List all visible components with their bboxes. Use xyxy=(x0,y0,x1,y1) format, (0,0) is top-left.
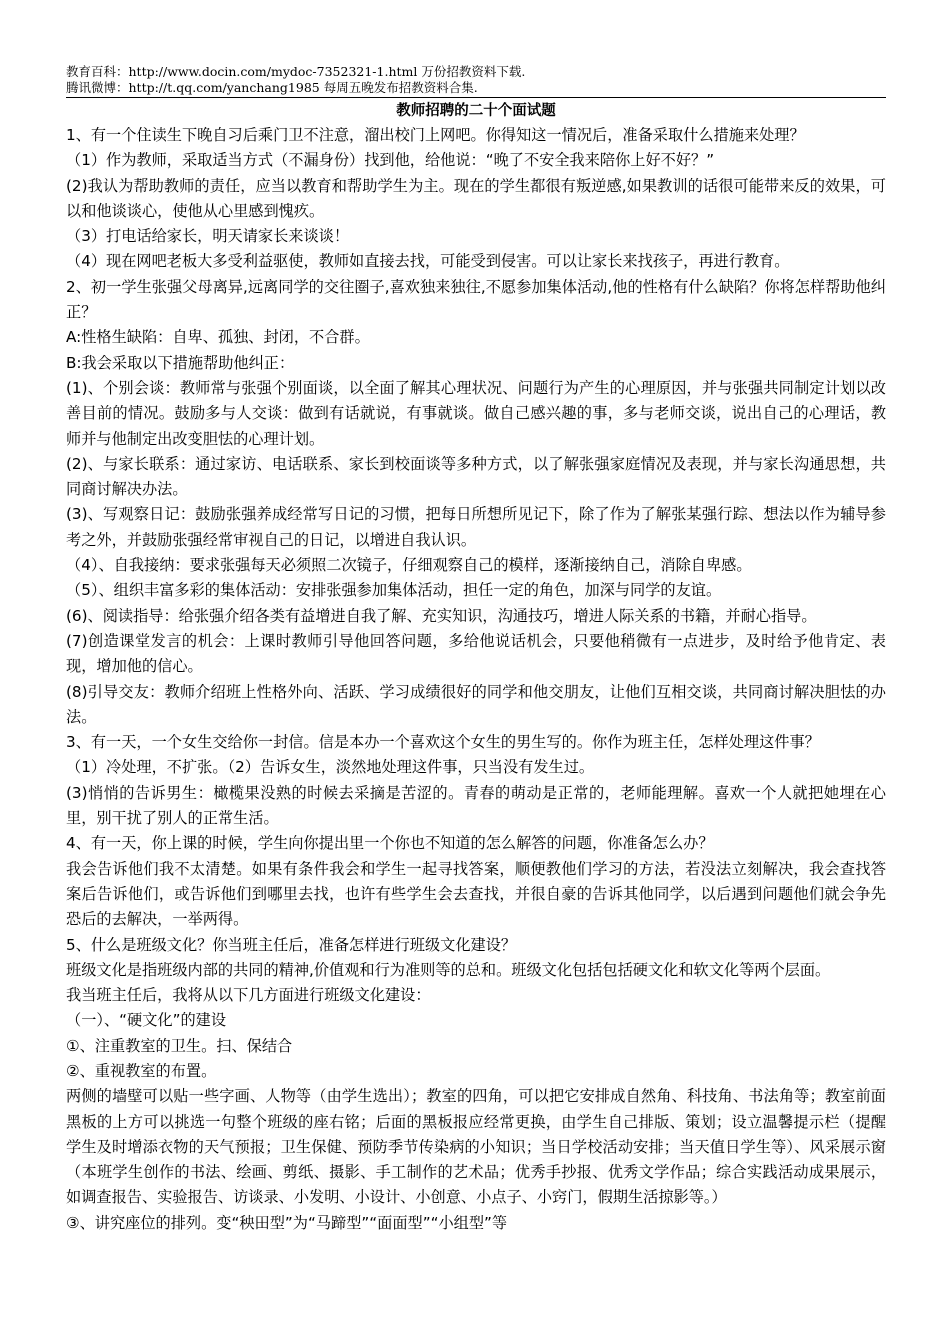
paragraph: （4）现在网吧老板大多受利益驱使，教师如直接去找，可能受到侵害。可以让家长来找孩子，再进行教育。 xyxy=(66,252,790,271)
paragraph: (6)、阅读指导：给张强介绍各类有益增进自我了解、充实知识，沟通技巧，增进人际关系的书籍，并耐心指导。 xyxy=(66,606,817,625)
paragraph: （3）打电话给家长，明天请家长来谈谈！ xyxy=(66,227,350,246)
paragraph: (2)我认为帮助教师的责任，应当以教育和帮助学生为主。现在的学生都很有叛逆感,如果教训的话很可能带来反的效果，可以和他谈谈心，使他从心里感到愧疚。 xyxy=(66,176,886,220)
paragraph: (2)、与家长联系：通过家访、电话联系、家长到校面谈等多种方式，以了解张强家庭情况及表现，并与家长沟通思想，共同商讨解决办法。 xyxy=(66,454,886,499)
paragraph: (3)、写观察日记：鼓励张强养成经常写日记的习惯，把每日所想所见记下，除了作为了解张某强行踪、想法以作为辅导参考之外，并鼓励张强经常审视自己的日记，以增进自我认识。 xyxy=(66,505,886,549)
paragraph: 1、有一个住读生下晚自习后乘门卫不注意，溜出校门上网吧。你得知这一情况后，准备采取什么措施来处理？ xyxy=(66,126,805,144)
header-link-weibo[interactable]: 腾讯微博：http://t.qq.com/yanchang1985 每周五晚发布招教资料合集. xyxy=(66,80,478,95)
paragraph: （1）作为教师，采取适当方式（不漏身份）找到他，给他说：“晚了不安全我来陪你上好不好？” xyxy=(66,151,715,170)
paragraph: ③、讲究座位的排列。变“秧田型”为“马蹄型”“面面型”“小组型”等 xyxy=(66,1213,508,1232)
document-page xyxy=(66,64,886,1236)
paragraph: 我会告诉他们我不太清楚。如果有条件我会和学生一起寻找答案，顺便教他们学习的方法，若没法立刻解决，我会查找答案后告诉他们，或告诉他们到哪里去找，也许有些学生会去查找，并很自豪的告诉其他同学，以后遇到问题他们就会争先恐后的去解决，一举两得。 xyxy=(66,859,886,929)
paragraph: （一）、“硬文化”的建设 xyxy=(66,1011,227,1030)
header-divider xyxy=(66,97,886,98)
paragraph: 两侧的墙壁可以贴一些字画、人物等（由学生选出）；教室的四角，可以把它安排成自然角、科技角、书法角等；教室前面黑板的上方可以挑选一句整个班级的座右铭；后面的黑板报应经常更换，由学生自己排版、策划；设立温馨提示栏（提醒学生及时增添衣物的天气预报；卫生保健、预防季节传染病的小知识；当日学校活动安排；当天值日学生等）、风采展示窗（本班学生创作的书法、绘画、剪纸、摄影、手工制作的艺术品；优秀手抄报、优秀文学作品；综合实践活动成果展示，如调查报告、实验报告、访谈录、小发明、小设计、小创意、小点子、小窍门，假期生活掠影等。） xyxy=(66,1087,886,1207)
paragraph: (1)、个别会谈：教师常与张强个别面谈，以全面了解其心理状况、问题行为产生的心理原因，并与张强共同制定计划以改善目前的情况。鼓励多与人交谈：做到有话就说，有事就谈。做自己感兴趣的事，多与老师交谈，说出自己的心理话，教师并与他制定出改变胆怯的心理计划。 xyxy=(66,378,886,448)
paragraph: B:我会采取以下措施帮助他纠正： xyxy=(66,353,295,372)
paragraph: ②、重视教室的布置。 xyxy=(66,1061,217,1080)
paragraph: ①、注重教室的卫生。扫、保结合 xyxy=(66,1036,293,1055)
paragraph: 5、什么是班级文化？你当班主任后，准备怎样进行班级文化建设？ xyxy=(66,935,517,954)
paragraph: （1）冷处理，不扩张。（2）告诉女生，淡然地处理这件事，只当没有发生过。 xyxy=(66,758,595,777)
paragraph: 4、有一天，你上课的时候，学生向你提出里一个你也不知道的怎么解答的问题，你准备怎么办？ xyxy=(66,834,714,853)
paragraph: （5）、组织丰富多彩的集体活动：安排张强参加集体活动，担任一定的角色，加深与同学的友谊。 xyxy=(66,581,722,600)
paragraph: (8)引导交友：教师介绍班上性格外向、活跃、学习成绩很好的同学和他交朋友，让他们互相交谈，共同商讨解决胆怯的办法。 xyxy=(66,682,886,726)
header-link-docin[interactable]: 教育百科：http://www.docin.com/mydoc-7352321-1.html 万份招教资料下载. xyxy=(66,64,526,79)
document-body xyxy=(66,123,886,1236)
paragraph: 3、有一天，一个女生交给你一封信。信是本办一个喜欢这个女生的男生写的。你作为班主任，怎样处理这件事？ xyxy=(66,733,820,752)
paragraph: 2、初一学生张强父母离异,远离同学的交往圈子,喜欢独来独往,不愿参加集体活动,他的性格有什么缺陷？你将怎样帮助他纠正？ xyxy=(66,277,886,322)
paragraph: 我当班主任后，我将从以下几方面进行班级文化建设： xyxy=(66,986,431,1005)
paragraph: （4）、自我接纳：要求张强每天必须照二次镜子，仔细观察自己的模样，逐渐接纳自己，消除自卑感。 xyxy=(66,556,752,575)
paragraph: 班级文化是指班级内部的共同的精神,价值观和行为准则等的总和。班级文化包括包括硬文化和软文化等两个层面。 xyxy=(66,960,831,979)
paragraph: A:性格生缺陷：自卑、孤独、封闭，不合群。 xyxy=(66,328,370,347)
paragraph: (7)创造课堂发言的机会：上课时教师引导他回答问题，多给他说话机会，只要他稍微有一点进步，及时给予他肯定、表现，增加他的信心。 xyxy=(66,631,886,676)
paragraph: (3)悄悄的告诉男生：橄榄果没熟的时候去采摘是苦涩的。青春的萌动是正常的，老师能理解。喜欢一个人就把她埋在心里，别干扰了别人的正常生活。 xyxy=(66,783,886,828)
document-title: 教师招聘的二十个面试题 xyxy=(396,103,556,119)
